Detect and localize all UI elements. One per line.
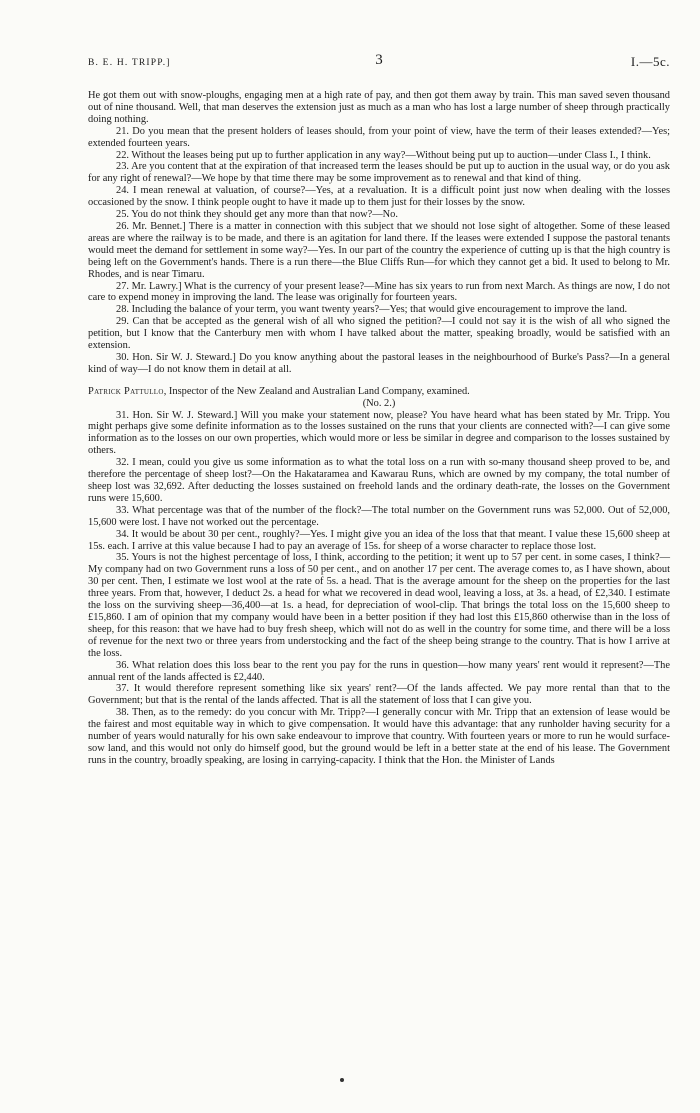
document-body xyxy=(88,90,670,767)
paragraph: 25. You do not think they should get any more than that now?—No. xyxy=(116,209,398,221)
paragraph: 22. Without the leases being put up to further application in any way?—Without being put up to auction—under Class I., I think. xyxy=(116,149,651,161)
paragraph: 21. Do you mean that the present holders of leases should, from your point of view, have the term of their leases extended?—Yes; extended fourteen years. xyxy=(88,125,670,149)
page-header xyxy=(88,52,670,72)
paragraph: 32. I mean, could you give us some information as to what the total loss on a run with so-many thousand sheep proved to be, and therefore the percentage of sheep lost?—On the Hakataramea and Kawarau Runs, which are owned by my company, the total number of sheep lost was 32,692. After deducting the losses sustained on freehold lands and the ordinary death-rate, the losses on the Government runs were 15,600. xyxy=(88,457,670,504)
testimony-section-2 xyxy=(88,410,670,767)
paragraph: 23. Are you content that at the expiration of that increased term the leases should be put up to auction in the usual way, or do you ask for any right of renewal?—We hope by that time there may be some improvement as to renewal and that kind of thing. xyxy=(88,161,670,185)
paragraph: 31. Hon. Sir W. J. Steward.] Will you make your statement now, please? You have heard what has been stated by Mr. Tripp. You might perhaps give some definite information as to the losses sustained on the runs that your clients are connected with?—I can give some information as to the losses on our own properties, which would more or less be similar in degree and comparison to the losses sustained by others. xyxy=(88,409,670,457)
paragraph: 26. Mr. Bennet.] There is a matter in connection with this subject that we should not lose sight of altogether. Some of these leased areas are where the railway is to be made, and there is an agitation for land there. If the leases were extended I suppose the pastoral tenants would meet the demand for settlement in some way?—Yes. In our part of the country the experience of cutting up is that the high country is being left on the Government's hands. There is a run there—the Blue Cliffs Run—for which they cannot get a bid. It used to belong to Mr. Rhodes, and is near Timaru. xyxy=(88,220,670,280)
document-reference: I.—5c. xyxy=(630,54,670,69)
paragraph: 36. What relation does this loss bear to the rent you pay for the runs in question—how many years' rent would it represent?—The annual rent of the lands affected is £2,440. xyxy=(88,659,670,683)
paragraph: 28. Including the balance of your term, you want twenty years?—Yes; that would give encouragement to improve the land. xyxy=(116,304,628,316)
witness-name: Patrick Pattullo xyxy=(88,385,164,397)
page-mark xyxy=(340,1078,344,1082)
paragraph: 37. It would therefore represent something like six years' rent?—Of the lands affected. We pay more rental than that to the Government; but that is the rental of the lands affected. That is all the statement of loss that I can give you. xyxy=(88,683,670,707)
witness-number: (No. 2.) xyxy=(362,397,396,409)
witness-heading xyxy=(88,386,670,398)
paragraph: 24. I mean renewal at valuation, of course?—Yes, at a revaluation. It is a difficult point just now when dealing with the losses occasioned by the snow. I think people ought to have it made up to them just for their losses by the snow. xyxy=(88,185,670,209)
witness-description: , Inspector of the New Zealand and Australian Land Company, examined. xyxy=(163,385,470,397)
paragraph: 35. Yours is not the highest percentage of loss, I think, according to the petition; it went up to 57 per cent. in some cases, I think?—My company had on two Government runs a loss of 50 per cent., and on another 17 per cent. The average comes to, as I have shown, about 30 per cent. Then, I estimate we lost wool at the rate of 5s. a head. That is the average amount for the sheep on the properties for the last three years. From that, however, I deduct 2s. a head for what we recovered in dead wool, leaving a loss, at 3s. a head, of £2,340. I estimate the loss on the surviving sheep—36,400—at 1s. a head, for depreciation of wool-clip. That brings the total loss on the 15,600 sheep to £15,860. I am of opinion that my company would have been in a better position if they had lost this £15,860 otherwise than in the loss of sheep, for this reason: that we have had to buy fresh sheep, which will not do as well in the country for some time, and there will be a loss of revenue for the next two or three years from understocking and the fact of the sheep being strange to the country. That is how I arrive at the loss. xyxy=(88,552,670,659)
paragraph: 29. Can that be accepted as the general wish of all who signed the petition?—I could not say it is the wish of all who signed the petition, but I know that the Canterbury men with whom I have talked about the matter, speaking broadly, would be satisfied with an extension. xyxy=(88,316,670,352)
testimony-section-1 xyxy=(88,90,670,376)
paragraph: 38. Then, as to the remedy: do you concur with Mr. Tripp?—I generally concur with Mr. Tripp that an extension of lease would be the fairest and most equitable way in which to give compensation. It would have this advantage: that any runholder having security for a number of years would naturally for his own sake endeavour to improve that country. With fourteen years or more to run he would surface-sow land, and this would not only do himself good, but the ground would be left in a better state at the end of his lease. The Government runs in the country, broadly speaking, are losing in carrying-capacity. I think that the Hon. the Minister of Lands xyxy=(88,707,670,766)
page-number: 3 xyxy=(375,52,383,68)
paragraph: 34. It would be about 30 per cent., roughly?—Yes. I might give you an idea of the loss that that meant. I value these 15,600 sheep at 15s. each. I arrive at this value because I had to pay an average of 15s. for sheep of a worse character to replace those lost. xyxy=(88,528,670,552)
header-witness-name: B. E. H. TRIPP.] xyxy=(88,58,171,68)
paragraph: 27. Mr. Lawry.] What is the currency of your present lease?—Mine has six years to run from next March. As things are now, I do not care to expend money in improving the land. The lease was originally for fourteen years. xyxy=(88,280,670,304)
paragraph: He got them out with snow-ploughs, engaging men at a high rate of pay, and then got them away by train. This man saved seven thousand out of nine thousand. Well, that man deserves the extension just as much as a man who has lost a large number of sheep through practically doing nothing. xyxy=(88,90,670,125)
paragraph: 30. Hon. Sir W. J. Steward.] Do you know anything about the pastoral leases in the neighbourhood of Burke's Pass?—In a general kind of way—I do not know them in detail at all. xyxy=(88,351,670,375)
paragraph: 33. What percentage was that of the number of the flock?—The total number on the Government runs was 52,000. Out of 52,000, 15,600 were lost. I have not worked out the percentage. xyxy=(88,504,670,528)
